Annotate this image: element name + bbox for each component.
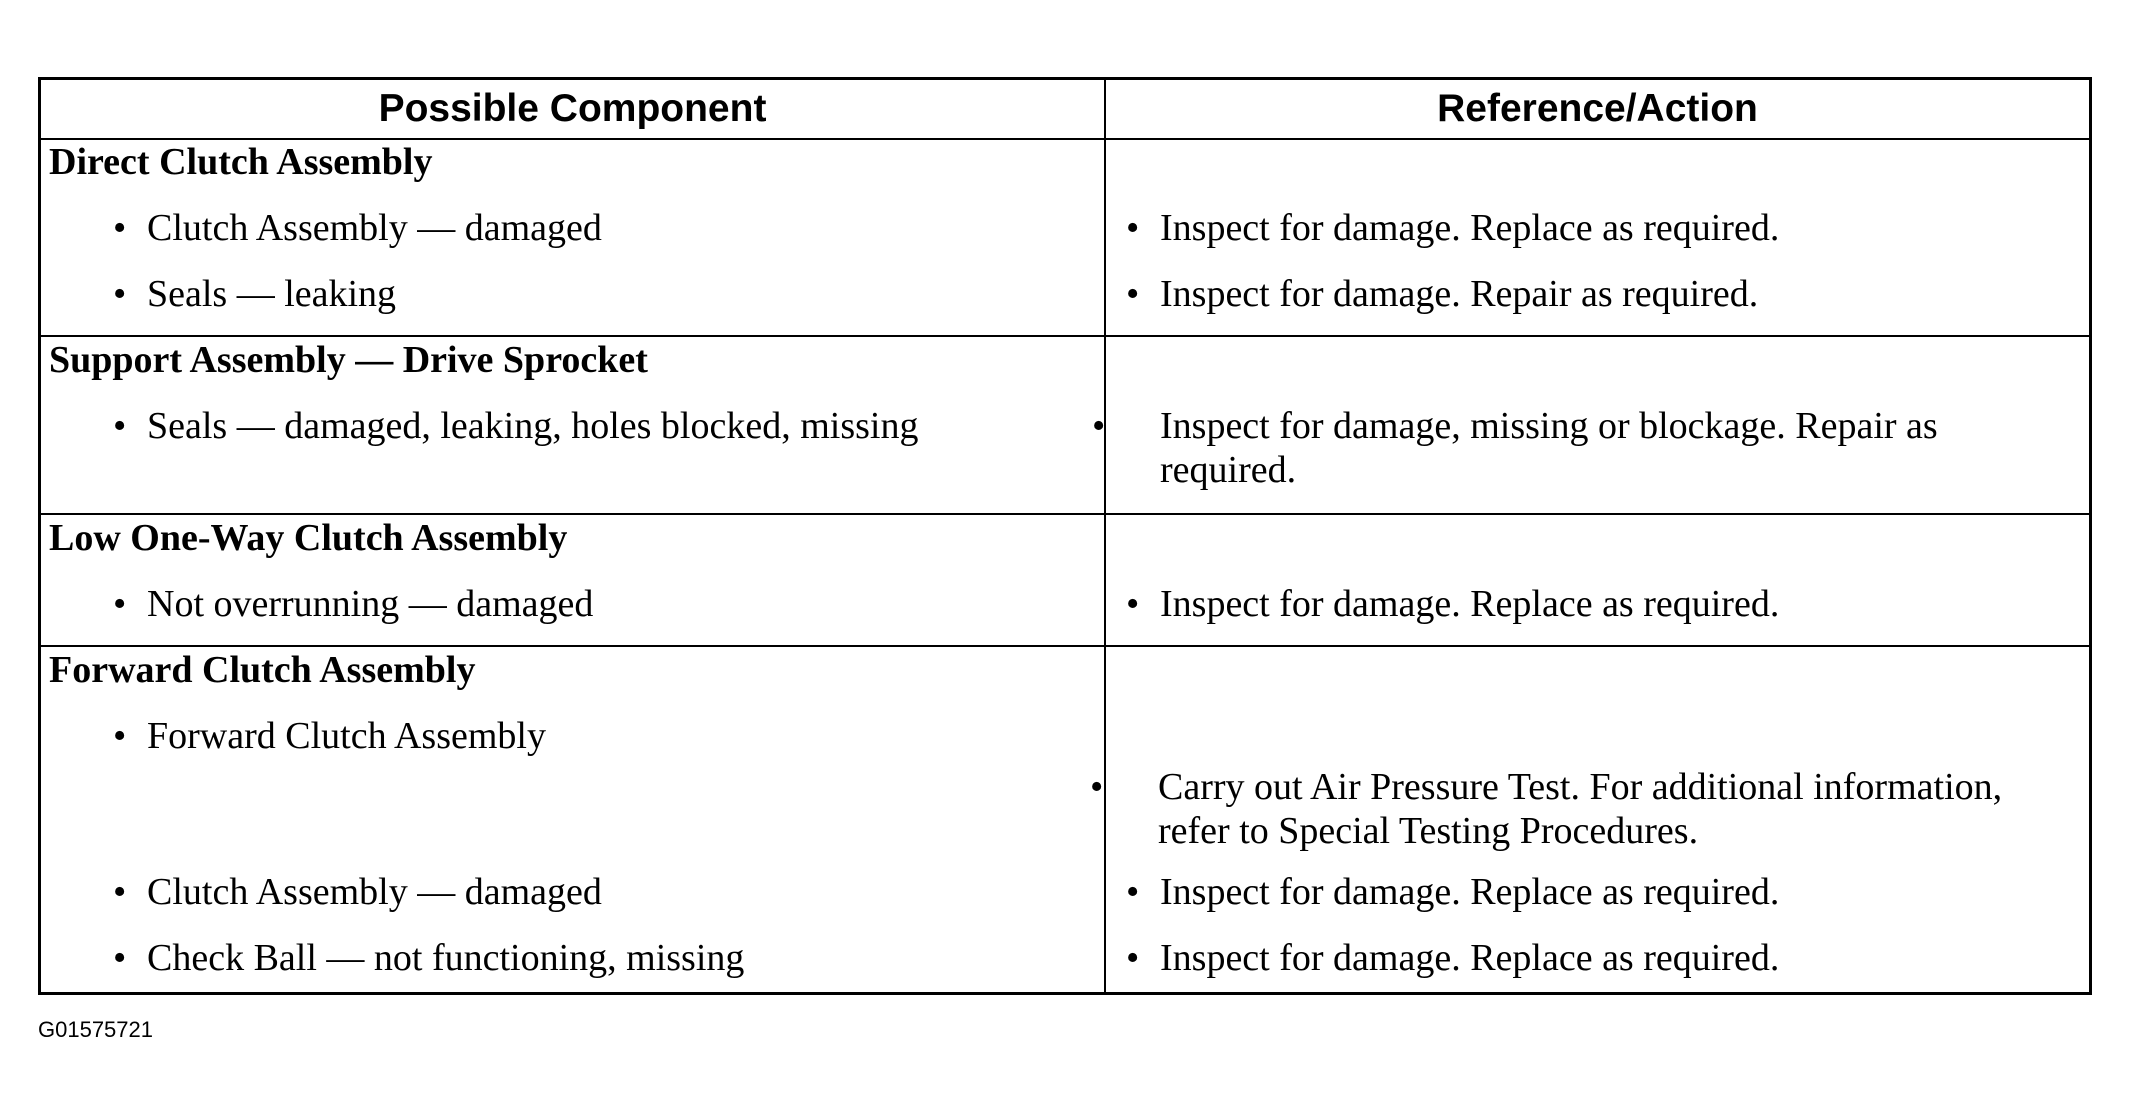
bullet-icon: • [113, 207, 127, 249]
bullet-icon: • [113, 871, 127, 913]
bullet-icon: • [1126, 937, 1140, 979]
figure-id: G01575721 [38, 1017, 153, 1042]
group-heading-direct-clutch-assembly: Direct Clutch Assembly [49, 141, 433, 183]
group-heading-support-assembly: Support Assembly — Drive Sprocket [49, 339, 648, 381]
column-header-reference-action: Reference/Action [1437, 87, 1758, 130]
bullet-icon: • [1126, 207, 1140, 249]
bullet-icon: • [113, 583, 127, 625]
bullet-icon: • [113, 937, 127, 979]
action-item: • Inspect for damage, missing or blockage. Repair as required. [1092, 405, 1938, 491]
row-divider [41, 645, 2089, 647]
column-divider [1104, 80, 1106, 992]
group-heading-low-one-way-clutch-assembly: Low One-Way Clutch Assembly [49, 517, 568, 559]
diagnosis-table [38, 77, 2092, 995]
column-header-possible-component: Possible Component [378, 87, 767, 130]
group-heading-forward-clutch-assembly: Forward Clutch Assembly [49, 649, 476, 691]
action-item: • Carry out Air Pressure Test. For additional information, refer to Special Testing Procedures. [1090, 766, 2003, 852]
component-item: • Clutch Assembly — damaged [113, 871, 602, 913]
action-item: • Inspect for damage. Replace as required. [1126, 207, 1780, 249]
component-item: • Check Ball — not functioning, missing [113, 937, 745, 979]
bullet-icon: • [113, 273, 127, 315]
component-item: • Forward Clutch Assembly [113, 715, 546, 757]
component-item: • Seals — leaking [113, 273, 397, 315]
bullet-icon: • [113, 715, 127, 757]
action-item: • Inspect for damage. Replace as required. [1126, 937, 1780, 979]
row-divider [41, 335, 2089, 337]
action-item: • Inspect for damage. Replace as required. [1126, 871, 1780, 913]
component-item: • Clutch Assembly — damaged [113, 207, 602, 249]
component-item: • Seals — damaged, leaking, holes blocked, missing [113, 405, 919, 447]
bullet-icon: • [1126, 583, 1140, 625]
bullet-icon: • [1092, 405, 1106, 447]
action-item: • Inspect for damage. Repair as required. [1126, 273, 1759, 315]
bullet-icon: • [1090, 766, 1104, 808]
action-item: • Inspect for damage. Replace as required. [1126, 583, 1780, 625]
bullet-icon: • [1126, 871, 1140, 913]
bullet-icon: • [113, 405, 127, 447]
row-divider [41, 513, 2089, 515]
component-item: • Not overrunning — damaged [113, 583, 594, 625]
bullet-icon: • [1126, 273, 1140, 315]
